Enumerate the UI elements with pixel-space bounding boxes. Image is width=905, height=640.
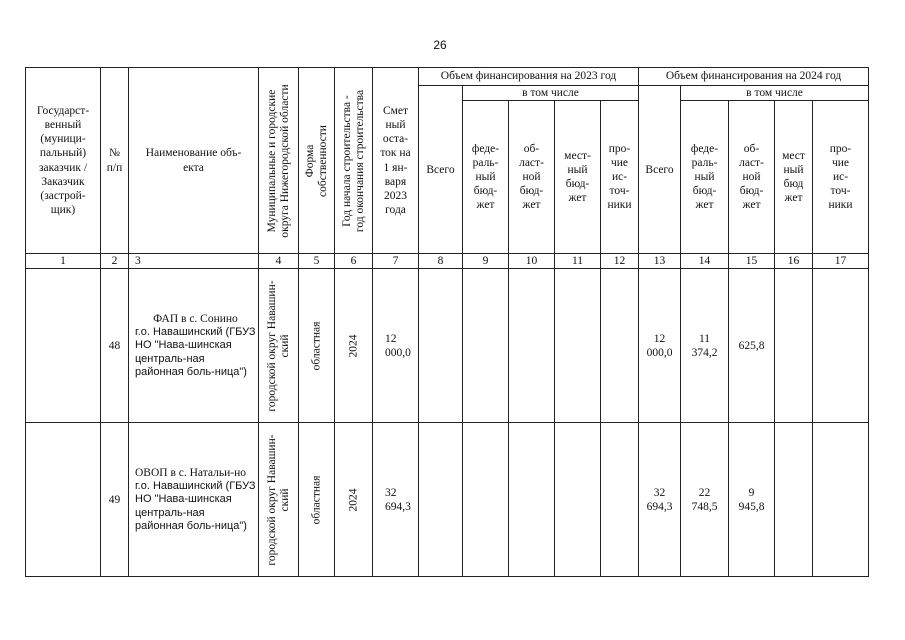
total-2023-cell <box>419 423 463 577</box>
header-local-2023: мест-ный бюд-жет <box>555 101 601 254</box>
header-row-1 <box>26 68 869 86</box>
federal-2024-cell: 22 748,5 <box>681 423 729 577</box>
header-ownership: Форма собственности <box>299 68 335 254</box>
header-balance: Смет ный оста-ток на 1 ян-варя 2023 года <box>373 68 419 254</box>
other-2023-cell <box>601 269 639 423</box>
header-total-2023: Всего <box>419 86 463 254</box>
header-federal-2024: феде-раль-ный бюд-жет <box>681 101 729 254</box>
header-including-2023: в том числе <box>463 86 639 101</box>
column-number: 14 <box>681 254 729 269</box>
column-number: 3 <box>129 254 259 269</box>
header-municipality: Муниципальные и городские округа Нижегородской области <box>259 68 299 254</box>
total-2023-cell <box>419 269 463 423</box>
other-2024-cell <box>813 269 869 423</box>
regional-2024-cell: 625,8 <box>729 269 775 423</box>
column-number: 12 <box>601 254 639 269</box>
total-2024-cell: 32 694,3 <box>639 423 681 577</box>
header-financing-2024: Объем финансирования на 2024 год <box>639 68 869 86</box>
header-other-2024: про-чие ис-точ-ники <box>813 101 869 254</box>
regional-2024-cell: 9 945,8 <box>729 423 775 577</box>
object-name: ФАП в с. Сонино г.о. Навашинский (ГБУЗ НО "Нава-шинская централь-ная районная боль-ница") <box>129 269 259 423</box>
local-2023-cell <box>555 423 601 577</box>
column-number: 16 <box>775 254 813 269</box>
header-object-name: Наименование объ-екта <box>129 68 259 254</box>
row-number: 49 <box>101 423 129 577</box>
column-number: 11 <box>555 254 601 269</box>
column-number: 1 <box>26 254 101 269</box>
table-row <box>26 269 869 423</box>
balance-cell: 12 000,0 <box>373 269 419 423</box>
column-number: 5 <box>299 254 335 269</box>
column-number: 9 <box>463 254 509 269</box>
header-years: Год начала строительства - год окончания строительства <box>335 68 373 254</box>
header-financing-2023: Объем финансирования на 2023 год <box>419 68 639 86</box>
municipality-cell: городской округ Навашин- ский <box>259 423 299 577</box>
page-number: 26 <box>433 38 447 52</box>
financing-table <box>25 67 869 577</box>
balance-cell: 32 694,3 <box>373 423 419 577</box>
table-row <box>26 423 869 577</box>
row-number: 48 <box>101 269 129 423</box>
header-customer: Государст-венный (муници-пальный) заказчик / Заказчик (застрой-щик) <box>26 68 101 254</box>
regional-2023-cell <box>509 269 555 423</box>
federal-2024-cell: 11 374,2 <box>681 269 729 423</box>
header-regional-2024: об-ласт-ной бюд-жет <box>729 101 775 254</box>
municipality-cell: городской округ Навашин- ский <box>259 269 299 423</box>
year-cell: 2024 <box>335 269 373 423</box>
ownership-cell: областная <box>299 269 335 423</box>
customer-cell <box>26 269 101 423</box>
column-numbers-row <box>26 254 869 269</box>
column-number: 8 <box>419 254 463 269</box>
object-name: ОВОП в с. Натальи-но г.о. Навашинский (ГБУЗ НО "Нава-шинская централь-ная районная боль-ница") <box>129 423 259 577</box>
header-num: № п/п <box>101 68 129 254</box>
column-number: 13 <box>639 254 681 269</box>
column-number: 4 <box>259 254 299 269</box>
ownership-cell: областная <box>299 423 335 577</box>
local-2023-cell <box>555 269 601 423</box>
column-number: 6 <box>335 254 373 269</box>
regional-2023-cell <box>509 423 555 577</box>
local-2024-cell <box>775 269 813 423</box>
header-other-2023: про-чие ис-точ-ники <box>601 101 639 254</box>
column-number: 17 <box>813 254 869 269</box>
header-local-2024: мест ный бюд жет <box>775 101 813 254</box>
column-number: 15 <box>729 254 775 269</box>
header-regional-2023: об-ласт-ной бюд-жет <box>509 101 555 254</box>
column-number: 2 <box>101 254 129 269</box>
header-federal-2023: феде-раль-ный бюд-жет <box>463 101 509 254</box>
header-including-2024: в том числе <box>681 86 869 101</box>
year-cell: 2024 <box>335 423 373 577</box>
customer-cell <box>26 423 101 577</box>
federal-2023-cell <box>463 423 509 577</box>
total-2024-cell: 12 000,0 <box>639 269 681 423</box>
column-number: 10 <box>509 254 555 269</box>
other-2023-cell <box>601 423 639 577</box>
federal-2023-cell <box>463 269 509 423</box>
header-total-2024: Всего <box>639 86 681 254</box>
other-2024-cell <box>813 423 869 577</box>
local-2024-cell <box>775 423 813 577</box>
column-number: 7 <box>373 254 419 269</box>
